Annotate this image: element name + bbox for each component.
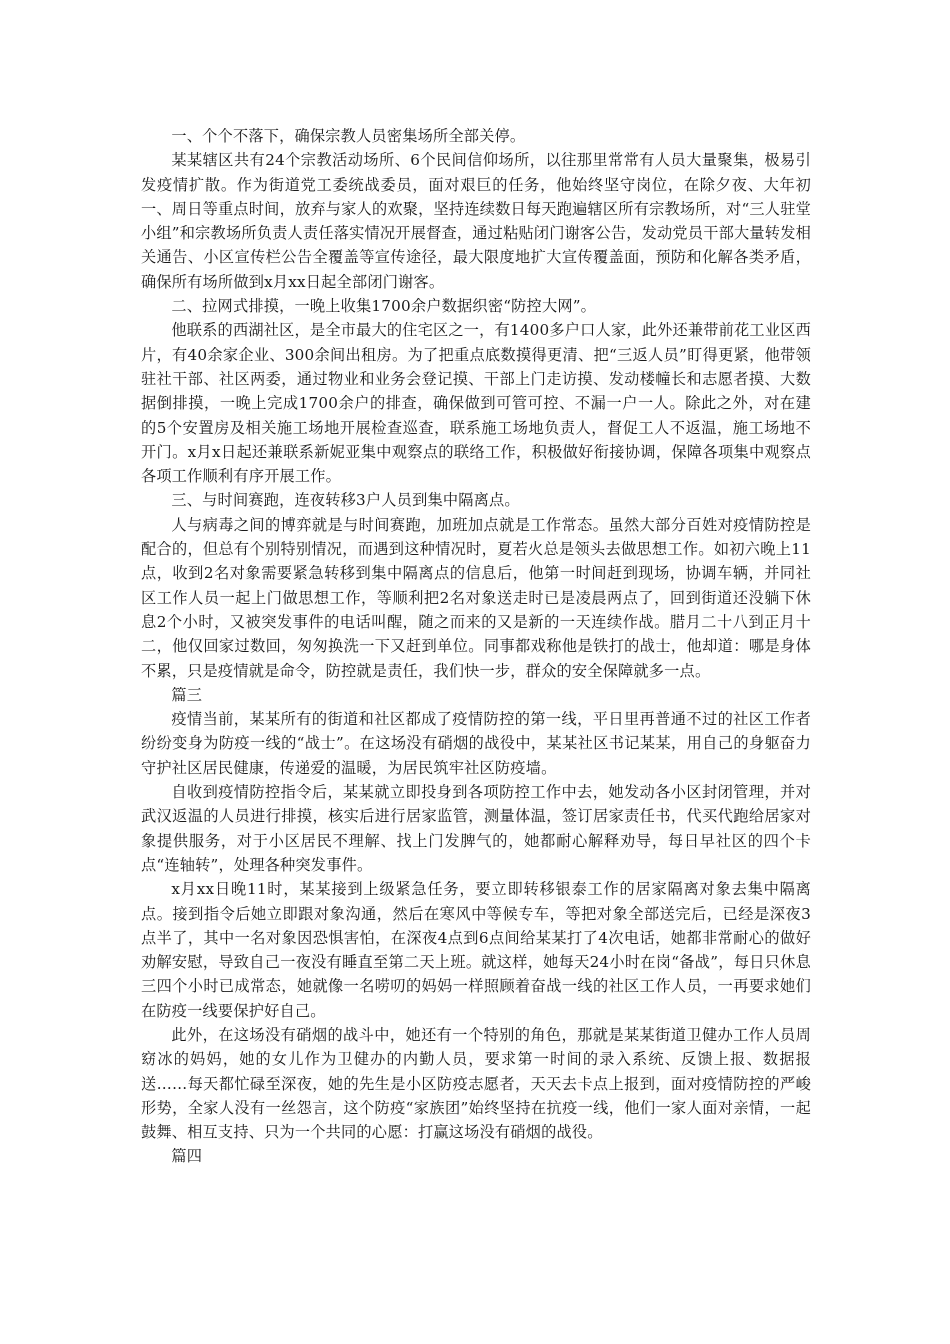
paragraph-religious-sites: 某某辖区共有24个宗教活动场所、6个民间信仰场所，以往那里常常有人员大量聚集，极易引发疫情扩散。作为街道党工委统战委员，面对艰巨的任务，他始终坚守岗位，在除夕夜、大年初一、周日等重点时间，放弃与家人的欢聚，坚持连续数日每天跑遍辖区所有宗教场所，对“三人驻堂小组”和宗教场所负责人责任落实情况开展督查，通过粘贴闭门谢客公告，发动党员干部大量转发相关通告、小区宣传栏公告全覆盖等宣传途径，最大限度地扩大宣传覆盖面，预防和化解各类矛盾，确保所有场所做到x月xx日起全部闭门谢客。	[141, 151, 811, 291]
paragraph-night-transfer: x月xx日晚11时，某某接到上级紧急任务，要立即转移银泰工作的居家隔离对象去集中隔离点。接到指令后她立即跟对象沟通，然后在寒风中等候专车，等把对象全部送完后，已经是深夜3点半了，其中一名对象因恐惧害怕，在深夜4点到6点间给某某打了4次电话，她都非常耐心的做好劝解安慰，导致自己一夜没有睡直至第二天上班。就这样，她每天24小时在岗“备战”，每日只休息三四个小时已成常态，她就像一名唠叨的妈妈一样照顾着奋战一线的社区工作人员，一再要求她们在防疫一线要保护好自己。	[141, 880, 811, 1020]
paragraph-control-measures: 自收到疫情防控指令后，某某就立即投身到各项防控工作中去，她发动各小区封闭管理，并对武汉返温的人员进行排摸，核实后进行居家监管，测量体温，签订居家责任书，代买代跑给居家对象提供服务，对于小区居民不理解、找上门发脾气的，她都耐心解释劝导，每日早社区的四个卡点“连轴转”，处理各种突发事件。	[141, 783, 811, 874]
chapter-heading-3: 篇三	[171, 685, 203, 704]
paragraph-xihu-community: 他联系的西湖社区，是全市最大的住宅区之一，有1400多户口人家，此外还兼带前花工业区西片，有40余家企业、300余间出租房。为了把重点底数摸得更清、把“三返人员”盯得更紧，他带领驻社干部、社区两委，通过物业和业务会登记摸、干部上门走访摸、发动楼幢长和志愿者摸、大数据倒排摸，一晚上完成1700余户的排查，确保做到可管可控、不漏一户一人。除此之外，对在建的5个安置房及相关施工场地开展检查巡查，联系施工场地负责人，督促工人不返温，施工场地不开门。x月x日起还兼联系新妮亚集中观察点的联络工作，积极做好衔接协调，保障各项集中观察点各项工作顺利有序开展工作。	[141, 321, 811, 486]
section-heading-2: 二、拉网式排摸，一晚上收集1700余户数据织密“防控大网”。	[171, 297, 597, 316]
paragraph-community-front-line: 疫情当前，某某所有的街道和社区都成了疫情防控的第一线，平日里再普通不过的社区工作者纷纷变身为防疫一线的“战士”。在这场没有硝烟的战役中，某某社区书记某某，用自己的身躯奋力守护社区居民健康，传递爱的温暖，为居民筑牢社区防疫墙。	[141, 710, 811, 777]
paragraph-family-team: 此外，在这场没有硝烟的战斗中，她还有一个特别的角色，那就是某某街道卫健办工作人员周窈冰的妈妈，她的女儿作为卫健办的内勤人员，要求第一时间的录入系统、反馈上报、数据报送……每天都忙碌至深夜，她的先生是小区防疫志愿者，天天去卡点上报到，面对疫情防控的严峻形势，全家人没有一丝怨言，这个防疫“家族团”始终坚持在抗疫一线，他们一家人面对亲情，一起鼓舞、相互支持、只为一个共同的心愿：打赢这场没有硝烟的战役。	[141, 1025, 811, 1142]
section-heading-3: 三、与时间赛跑，连夜转移3户人员到集中隔离点。	[171, 491, 520, 510]
chapter-heading-4: 篇四	[171, 1147, 203, 1166]
paragraph-race-against-time: 人与病毒之间的博弈就是与时间赛跑，加班加点就是工作常态。虽然大部分百姓对疫情防控是配合的，但总有个别特别情况，而遇到这种情况时，夏若火总是领头去做思想工作。如初六晚上11点，收到2名对象需要紧急转移到集中隔离点的信息后，他第一时间赶到现场，协调车辆，并同社区工作人员一起上门做思想工作，等顺利把2名对象送走时已是凌晨两点了，回到街道还没躺下休息2个小时，又被突发事件的电话叫醒，随之而来的又是新的一天连续作战。腊月二十八到正月十二，他仅回家过数回，匆匆换洗一下又赶到单位。同事都戏称他是铁打的战士，他却道：哪是身体不累，只是疫情就是命令，防控就是责任，我们快一步，群众的安全保障就多一点。	[141, 515, 811, 680]
document-body	[141, 124, 811, 1169]
section-heading-1: 一、个个不落下，确保宗教人员密集场所全部关停。	[171, 127, 526, 145]
